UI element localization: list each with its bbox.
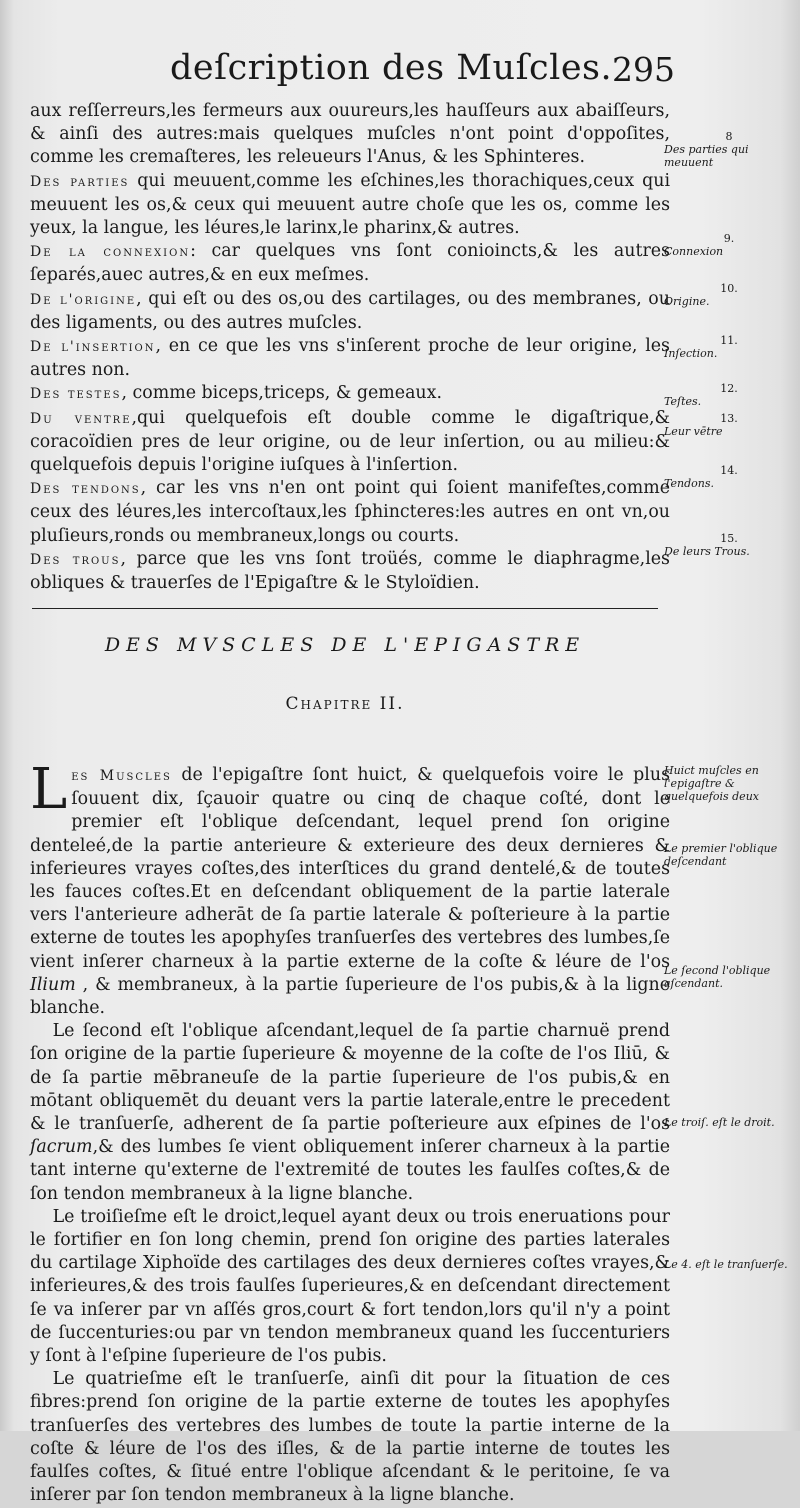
note-number: 8 (725, 130, 733, 143)
drop-cap: L (30, 757, 68, 822)
margin-note (664, 232, 794, 258)
margin-note (664, 282, 794, 308)
paragraph (30, 100, 670, 170)
paragraph-lead: Des testes (30, 386, 122, 403)
paragraph-text: , comme biceps,triceps, & gemeaux. (121, 383, 442, 404)
margin-note: Le 4. eſt le tranſuerſe. (664, 1258, 788, 1271)
note-text: Origine. (664, 295, 710, 308)
paragraph (30, 1020, 670, 1206)
paragraph (30, 335, 670, 382)
paragraph-lead: De l'insertion (30, 339, 156, 356)
paragraph-text: qui meuuent,comme les eſchines,les thorachiques,ceux qui meuuent les os,& ceux qui meuuent autre choſe que les os, comme les yeux, la langue, les léures,le larinx,le pharinx,& autres. (30, 170, 671, 239)
latin-term: ſacrum (30, 1137, 93, 1158)
paragraph-lead: Des trous (30, 551, 121, 568)
margin-note (664, 130, 794, 169)
paragraph (30, 407, 670, 478)
chapter-text (30, 757, 670, 1508)
note-text: Leur vētre (664, 425, 723, 438)
paragraph-text: ,qui quelquefois eſt double comme le digaſtrique,& coracoïdien pres de leur origine, ou de leur inſertion, ou au milieu:& quelquefois depuis l'origine iuſques à l'inſertion. (30, 407, 671, 476)
paragraph-text: Le ſecond eſt l'oblique aſcendant,lequel de ſa partie charnuë prend ſon origine de la partie ſuperieure & moyenne de la coſte de l'os Iliū, & de ſa partie mēbraneuſe de la partie ſuperieure de l'os pubis,& en mōtant obliquemēt du deuant vers la partie laterale,entre le precedent & le tranſuerſe, adherent de ſa partie poſterieure aux eſpines de l'os (30, 1021, 670, 1135)
page-header (0, 48, 800, 98)
note-number: 15. (720, 532, 738, 545)
paragraph-text: ,& des lumbes ſe vient obliquement inſerer charneux à la partie tant interne qu'externe de l'extremité de toutes les faulſes coſtes,& de ſon tendon membraneux à la ligne blanche. (30, 1137, 670, 1204)
paragraph-text: , car les vns n'en ont point qui ſoient manifeſtes,comme ceux des léures,les intercoſtaux,les ſphincteres:les autres en ont vn,ou pluſieurs,ronds ou membraneux,longs ou courts. (30, 478, 670, 546)
margin-note (664, 464, 794, 490)
note-text: Connexion (664, 245, 724, 258)
paragraph-text: Le quatrieſme eſt le tranſuerſe, ainſi dit pour la ſituation de ces fibres:prend ſon origine de la partie externe de toutes les apophyſes tranſuerſes des vertebres des lumbes de toute la partie interne de la coſte & léure de l'os des iſles, & de la partie interne de toutes les faulſes coſtes, & ſitué entre l'oblique aſcendant & le peritoine, ſe va inſerer par ſon tendon membraneux à la ligne blanche. (30, 1369, 670, 1506)
note-number: 10. (720, 282, 738, 295)
paragraph-text: aux reſſerreurs,les fermeurs aux ouureurs,les hauſſeurs aux abaiſſeurs, & ainſi des autres:mais quelques muſcles n'ont point d'oppoſites, comme les cremaſteres, les releueurs l'Anus, & les Sphinteres. (30, 101, 670, 168)
paragraph (30, 240, 670, 287)
paragraph-text: : car quelques vns ſont conioincts,& les autres ſeparés,auec autres,& en eux meſmes. (30, 241, 670, 286)
paragraph-lead: es Muscles (71, 768, 172, 784)
paragraph (30, 170, 670, 241)
note-number: 12. (720, 382, 738, 395)
paragraph-text: de l'epigaſtre ſont huict, & quelquefois voire le plus ſouuent dix, ſçauoir quatre ou cinq de chaque coſté, dont le premier eſt l'oblique deſcendant, lequel prend ſon origine denteleé,de la partie anterieure & exterieure des deux dernieres & inferieures vrayes coſtes,des interſtices du grand dentelé,& de toutes les fauces coſtes.Et en deſcendant obliquement de la partie laterale vers l'anterieure adherāt de ſa partie laterale & poſterieure à la partie externe de toutes les apophyſes tranſuerſes des vertebres des lumbes,ſe vient inſerer charneux à la partie externe de la coſte & léure de l'os (30, 765, 670, 972)
paragraph-text: Le troiſieſme eſt le droict,lequel ayant deux ou trois eneruations pour le fortifier en ſon long chemin, prend ſon origine des parties laterales du cartilage Xiphoïde des cartilages des deux dernieres coſtes vrayes,& inferieures,& des trois faulſes ſuperieures,& en deſcendant directement ſe va inſerer par vn aſſés gros,court & fort tendon,lors qu'il n'y a point de ſuccenturies:ou par vn tendon membraneux quand les ſuccenturiers y ſont à l'eſpine ſuperieure de l'os pubis. (30, 1206, 670, 1367)
margin-note (664, 334, 794, 360)
paragraph-text: , en ce que les vns s'inſerent proche de leur origine, les autres non. (30, 336, 670, 381)
margin-note: Le ſecond l'oblique aſcendant. (664, 964, 771, 990)
paragraph (30, 548, 670, 595)
note-number: 13. (720, 412, 738, 425)
margin-note: Le premier l'oblique deſcendant (664, 842, 778, 868)
paragraph-lead: De la connexion (30, 244, 191, 261)
chapter-title: Chapitre II. (285, 694, 405, 714)
paragraph-text: , parce que les vns ſont troüés, comme le diaphragme,les obliques & trauerſes de l'Epigaſtre & le Styloïdien. (30, 548, 670, 594)
note-number: 14. (720, 464, 738, 477)
note-text: Inſection. (664, 347, 718, 360)
intro-text (30, 100, 670, 595)
paragraph-text: , qui eſt ou des os,ou des cartilages, ou des membranes, ou des ligaments, ou des autres muſcles. (30, 288, 670, 333)
margin-note: Le troiſ. eſt le droit. (664, 1116, 775, 1129)
note-text: Teſtes. (664, 395, 702, 408)
page-number: 295 (612, 50, 675, 89)
paragraph-lead: Du ventre (30, 410, 132, 427)
latin-term: Ilium (30, 974, 76, 995)
paragraph (30, 288, 670, 335)
paragraph (30, 477, 670, 548)
paragraph-lead: De l'origine (30, 291, 137, 308)
paragraph-lead: Des parties (30, 173, 130, 190)
paragraph (30, 382, 670, 406)
paragraph (30, 757, 670, 1020)
note-number: 9. (723, 232, 735, 245)
note-text: De leurs Trous. (664, 545, 750, 558)
paragraph-lead: Des tendons (30, 481, 141, 498)
margin-note (664, 412, 794, 438)
section-title: DES MVSCLES DE L'EPIGASTRE (104, 634, 586, 656)
section-rule (32, 608, 658, 609)
margin-note (664, 382, 794, 408)
margin-note (664, 532, 794, 558)
paragraph-text: , & membraneux, à la partie ſuperieure de l'os pubis,& à la ligne blanche. (30, 974, 670, 1019)
paragraph (30, 1368, 670, 1507)
note-text: Tendons. (664, 477, 714, 490)
running-title: deſcription des Muſcles. (170, 48, 613, 88)
paragraph (30, 1206, 670, 1368)
margin-note: Huict muſcles en l'epigaſtre & quelquefois deux (664, 764, 759, 803)
note-number: 11. (720, 334, 738, 347)
note-text: Des parties qui meuuent (664, 143, 749, 169)
